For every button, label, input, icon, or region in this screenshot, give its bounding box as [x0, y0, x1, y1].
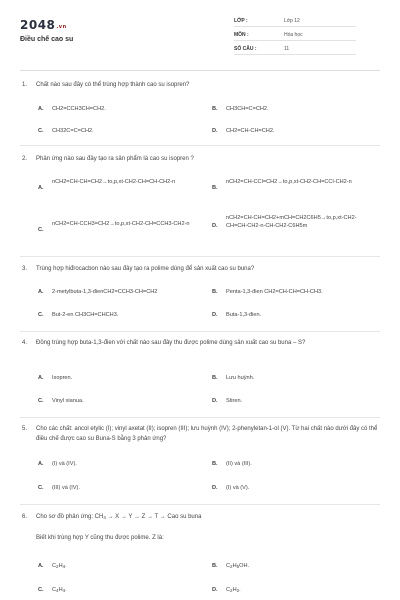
question-5 — [22, 425, 380, 444]
question-divider — [20, 504, 380, 505]
question-text: 6. Cho sơ đồ phản ứng: $CH_4 \to X \to Y \to Z \to T$ → Cao su buna — [22, 513, 380, 523]
question-number: 2. — [22, 156, 28, 162]
question-6 — [22, 513, 380, 543]
meta-class-value: Lớp 12 — [284, 18, 300, 24]
question-number: 3. — [22, 266, 28, 272]
question-1 — [22, 81, 380, 91]
question-text: 5. Cho các chất: ancol etylic (I); vinyl axetat (II); isopren (III); lưu huỳnh (IV); 2-phenyletan-1-ol (V). Từ hai chất nào dưới đây có thể điều chế được cao su Buna-S bằng 3 phản ứng? — [22, 426, 378, 442]
meta-row-count — [234, 44, 356, 55]
question-number: 1. — [22, 82, 28, 88]
question-divider — [20, 145, 380, 146]
question-3 — [22, 265, 380, 275]
logo-suffix: .vn — [56, 24, 67, 30]
question-text: 2. Phản ứng nào sau đây tạo ra sản phẩm là cao su isopren ? — [22, 155, 380, 165]
question-number: 6. — [22, 514, 28, 520]
question-text: 1. Chất nào sau đây có thể trùng hợp thành cao su isopren? — [22, 81, 380, 91]
meta-subject-label: MÔN : — [234, 32, 249, 38]
question-text: 4. Đồng trùng hợp buta-1,3-đien với chất nào sau đây thu được polime dùng sản xuất cao su buna – S? — [22, 339, 380, 349]
meta-count-value: 11 — [284, 46, 290, 52]
meta-subject-value: Hóa học — [284, 32, 303, 38]
question-2 — [22, 155, 380, 165]
header-divider — [20, 70, 380, 71]
question-number: 4. — [22, 340, 28, 346]
question-text: 3. Trùng hợp hiđrocacbon nào sau đây tạo ra polime dùng để sản xuất cao su buna? — [22, 265, 380, 275]
page-title: Điều chế cao su — [20, 36, 74, 43]
question-4 — [22, 339, 380, 349]
meta-row-subject — [234, 30, 356, 41]
question-note: Biết khi trùng hợp Y cũng thu được polime. Z là: — [36, 534, 164, 541]
question-divider — [20, 417, 380, 418]
meta-class-label: LỚP : — [234, 18, 248, 24]
question-number: 5. — [22, 426, 28, 432]
question-divider — [20, 331, 380, 332]
meta-row-class — [234, 16, 356, 27]
site-logo[interactable]: 2048.vn — [20, 18, 67, 32]
meta-count-label: SỐ CÂU : — [234, 46, 257, 52]
question-divider — [20, 256, 380, 257]
